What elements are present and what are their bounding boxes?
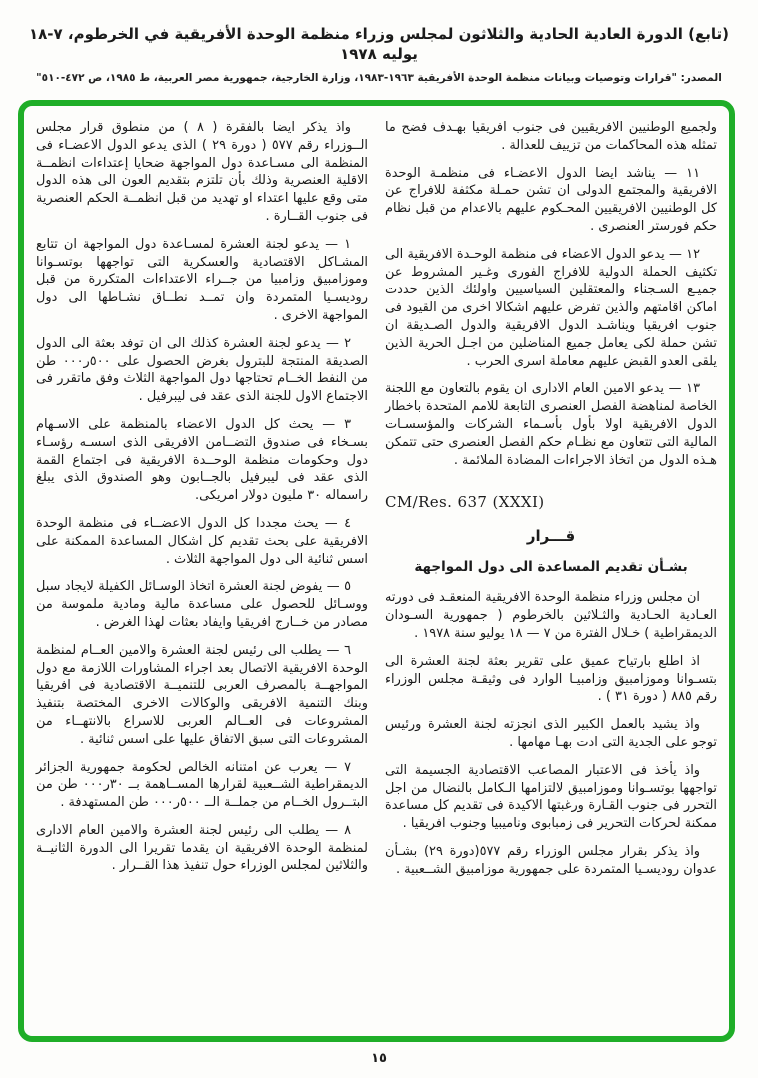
operative-paragraph-6: ٦ — يطلب الى رئيس لجنة العشرة والامين العــام لمنظمة الوحدة الافريقية الاتصال بعد اجراء المشاورات اللازمة مع دول المواجهــة بالمصرف العربى للتنميــة الاقتصادية فى افريقيا وبنك التنمية الافريقى والوكالات الاخرى المختصة بتنفيذ المشروعات فى العــالم العربى للاسراع بالانتهــاء من المشروعات التى سبق الاتفاق عليها على اسس ثنائية . (36, 642, 368, 747)
operative-paragraph-12: ١٢ — يدعو الدول الاعضاء فى منظمة الوحـدة الافريقية الى تكثيف الحملة الدولية للافراج الفورى وغـير المشروط عن جميـع السـجناء والمعتقلين السياسيين واولئك الذين حددت اماكن اقامتهم والذين تفرض عليهم اشكالا اخرى من القيود فى جنوب افريقيا ويناشـد الدول الافريقية والدول الصـديقة ان تشن حملة لكى يعامل جميع المناضلين من اجـل الحرية الذين يلقى العدو القبض عليهم معاملة اسرى الحرب . (385, 246, 717, 369)
left-column (36, 119, 368, 1028)
operative-paragraph-4: ٤ — يحث مجددا كل الدول الاعضــاء فى منظمة الوحدة الافريقية على بحث تقديم كل اشكال المساعدة الممكنة على اسس ثنائية الى دول المواجهة الثلاث . (36, 515, 368, 567)
preamble-paragraph: اذ اطلع بارتياح عميق على تقرير بعثة لجنة العشرة الى بتسـوانا وموزامبيق وزامبيـا الوارد فى وثيقـة مجلس الوزراء رقم ٨٨٥ ( دورة ٣١ ) . (385, 653, 717, 705)
operative-paragraph-11: ١١ — يناشد ايضا الدول الاعضـاء فى منظمـة الوحدة الافريقية والمجتمع الدولى ان تشن حمـلة مكثفة للافراج عن كل الوطنيين الافريقيين المحـكوم عليهم بالاعدام من قبل نظام حكم فورستر العنصرى . (385, 165, 717, 234)
operative-paragraph-2: ٢ — يدعو لجنة العشرة كذلك الى ان توفد بعثة الى الدول الصديقة المنتجة للبترول بغرض الحصول على ٥٠٠ر٠٠٠ طن من النفط الخــام تحتاجها دول المواجهة الثلاث وفق ماتقرر فى الاجتماع الاول للجنة الذى عقد فى ليبرفيل . (36, 335, 369, 405)
resolution-reference: CM/Res. 637 (XXXI) (385, 493, 545, 512)
resolution-subtitle: بشـأن تقديم المساعدة الى دول المواجهة (414, 559, 688, 576)
operative-paragraph-8: ٨ — يطلب الى رئيس لجنة العشرة والامين العام الادارى لمنظمة الوحدة الافريقية ان يقدما تقريرا الى الدورة الثانيــة والثلاثين لمجلس الوزراء حول تنفيذ هذا القــرار . (36, 822, 368, 874)
two-column-layout (24, 106, 729, 1036)
preamble-paragraph: واذ يشيد بالعمل الكبير الذى انجزته لجنة العشرة ورئيس توجو على الجدية التى ادت بهـا مهامها . (385, 717, 717, 750)
right-column (385, 119, 717, 1028)
preamble-paragraph: واذ يذكر ايضا بالفقرة ( ٨ ) من منطوق قرار مجلس الــوزراء رقم ٥٧٧ ( دورة ٢٩ ) الذى يدعو الدول الاعضـاء فى المنظمة الى مسـاعدة دول المواجهة ضحايا إعتداءات انظمــة الاقلية العنصرية وذلك بأن تلتزم بتقديم العون الى هذه الدول متى وقع عليها اعتداء او تهديد من قبل انظمــة الحكم العنصرية فى جنوب القــارة . (36, 120, 368, 224)
operative-paragraph-5: ٥ — يفوض لجنة العشرة اتخاذ الوسـائل الكفيلة لايجاد سبل ووسـائل للحصول على مساعدة مالية ومادية ملموسة من مصادر من خــارج افريقيا وايفاد بعثات لهذا الغرض . (36, 579, 368, 630)
continuation-paragraph: ولجميع الوطنيين الافريقيين فى جنوب افريقيا بهـدف فضح ما تمثله هذه المحاكمات من تزييف للعدالة . (385, 120, 717, 153)
preamble-paragraph: واذ يأخذ فى الاعتبار المصاعب الاقتصادية الجسيمة التى تواجهها بوتسـوانا وموزامبيق لالتزامها الـكامل بالنضال من اجل التحرر فى جنوب القـارة ورغبتها الاكيدة فى تقديم كل مساعدة ممكنة لحركات التحرير فى زمبابوى وناميبيا وجنوب افريقيا . (385, 762, 717, 832)
operative-paragraph-1: ١ — يدعو لجنة العشرة لمسـاعدة دول المواجهة ان تتابع المشـاكل الاقتصادية والعسكرية التى تواجهها بوتسـوانا وموزامبيق وزامبيا من جــراء الاعتداءات المتكررة من قبل روديسـيا المتمردة وان تمــد نطــاق نشـاطها الى دول المواجهة الاخرى . (36, 236, 368, 323)
document-frame (18, 100, 735, 1042)
session-title: (تابع) الدورة العادية الحادية والثلاثون لمجلس وزراء منظمة الوحدة الأفريقية في الخرطوم، ٧-١٨ يوليه ١٩٧٨ (28, 25, 730, 64)
preamble-paragraph: ان مجلس وزراء منظمة الوحدة الافريقية المنعقـد فى دورته العـادية الحـادية والثـلاثين بالخرطوم ( جمهورية السـودان الديمقراطية ) خـلال الفترة من ٧ — ١٨ يوليو سنة ١٩٧٨ . (385, 590, 717, 641)
resolution-title: قـــرار (526, 527, 576, 546)
source-citation: المصدر: "قرارات وتوصيات وبيانات منظمة الوحدة الأفريقية ١٩٦٣-١٩٨٣، وزارة الخارجية، جمهورية مصر العربية، ط ١٩٨٥، ص ٤٧٢-٥١٠" (36, 71, 722, 84)
page-number: ١٥ (371, 1051, 387, 1066)
page-header (10, 24, 748, 84)
preamble-paragraph: واذ يذكر بقرار مجلس الوزراء رقم ٥٧٧(دورة ٢٩) بشـأن عدوان روديسـيا المتمردة على جمهورية موزامبيق الشــعبية . (385, 843, 717, 877)
operative-paragraph-7: ٧ — يعرب عن امتنانه الخالص لحكومة جمهورية الجزائر الديمقراطية الشــعبية لقرارها المســاهمة بــ ٣٠ر٠٠٠ طن من البتــرول الخــام من جملــة الــ ٥٠٠ر٠٠٠ طن المستهدفة . (36, 759, 368, 811)
operative-paragraph-3: ٣ — يحث كل الدول الاعضاء بالمنظمة على الاسـهام بسـخاء فى صندوق التضــامن الافريقى الذى اسسـه رؤسـاء دول وحكومات منظمة الوحــدة الافريقية فى اجتماع القمة الذى عقد فى ليبرفيل بالجــابون وهو الصندوق الذى يبلغ راسماله ٣٠ مليون دولار امريكى. (36, 416, 368, 504)
operative-paragraph-13: ١٣ — يدعو الامين العام الادارى ان يقوم بالتعاون مع اللجنة الخاصة لمناهضة الفصل العنصرى التابعة للامم المتحدة باخطار الدول الافريقية اولا بأول بأسـماء الشركات والمؤسسـات المالية التى تتعاون مع نظـام حكم الفصل العنصرى حتى تتمكن هـذه الدول من اتخاذ الاجراءات المضادة الملائمة . (385, 381, 717, 468)
